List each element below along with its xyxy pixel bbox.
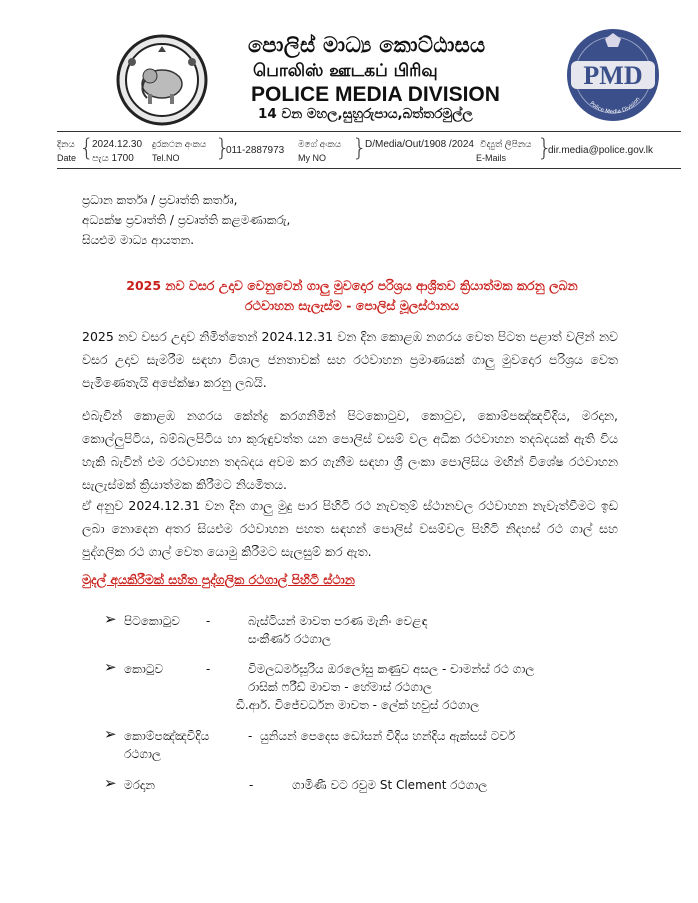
brace-3: } <box>352 134 368 162</box>
location-line: ගාමිණී වට රවුම St Clement රථගාල <box>292 778 488 792</box>
tel-value: 011-2887973 <box>226 145 285 156</box>
location-line: යුනියන් පෙදෙස ඩෝසන් වීදිය හන්දිය ඇක්සස් ටවර් <box>260 729 516 743</box>
email-label-en: E-Mails <box>476 153 507 163</box>
heading-line-2: රථවාහන සැලැස්ම - පොලිස් මූලස්ථානය <box>244 298 459 313</box>
addressee-line: අධ්‍යක්ෂ ප්‍රවෘත්ති / ප්‍රවෘත්ති කළමණාකරු, <box>82 213 291 227</box>
location-line: රථගාල <box>124 747 162 761</box>
tel-label-si: දුරකථන අංකය <box>152 139 207 149</box>
pmd-logo-ring-text: Police Media Division <box>588 96 642 116</box>
info-bar-top-rule <box>57 131 681 132</box>
tel-label-en: Tel.NO <box>152 153 180 163</box>
location-line: විමලධර්මසූරිය ඔරලෝසු කණුව අසල - චාමන්ස් රථ ගාල <box>248 662 535 676</box>
title-sinhala: පොලිස් මාධ්‍ය කොට්ඨාසය <box>248 33 486 57</box>
location-dash: - <box>206 662 211 676</box>
date-value: 2024.12.30 <box>92 139 143 150</box>
addressee-line: ප්‍රධාන කර්තෘ / ප්‍රවෘත්ති කර්තෘ, <box>82 193 238 207</box>
title-tamil: பொலிஸ் ஊடகப் பிரிவு <box>253 61 438 81</box>
brace-1: { <box>79 134 95 162</box>
email-value[interactable]: dir.media@police.gov.lk <box>548 145 654 156</box>
location-area: කොම්පඤ්ඤවීදිය <box>124 729 210 743</box>
location-dash: - <box>249 778 254 792</box>
location-details <box>248 612 427 648</box>
police-crest-logo <box>112 32 212 128</box>
addressee-block <box>82 190 290 250</box>
paragraph-3: ඒ අනුව 2024.12.31 වන දින ගාලු මුදු පාර පිහිටි රථ නැවතුම් ස්ථානවල රථවාහන නැවැත්වීමට ඉඩ ලබා නොදෙන අතර සියළුම රථවාහන පහත සඳහන් පොලිස් වසම්වල පිහිටි නිදහස් රථ ගාල් සහ පුද්ගලික රථ ගාල් වෙත යොමු කිරීමට සැලසුම් කර ඇත. <box>82 498 618 559</box>
location-details <box>104 727 618 763</box>
office-address: 14 වන මහල,සුහුරුපාය,බත්තරමුල්ල <box>258 106 473 122</box>
date-label-en: Date <box>57 153 77 163</box>
location-details <box>236 660 535 714</box>
myno-value: D/Media/Out/1908 /2024 <box>365 139 474 150</box>
email-label-si: විද්‍යුත් ලිපිනය <box>480 139 532 149</box>
location-area: මරදාන <box>124 778 155 792</box>
notice-heading <box>82 276 622 316</box>
arrow-bullet-icon: ➢ <box>104 725 117 743</box>
location-line: සංකීර්ණ රථගාල <box>248 632 332 646</box>
parking-subheading: මුදල් අයකිරීමක් සහිත පුද්ගලික රථගාල් පිහිටි ස්ථාන <box>82 572 355 587</box>
date-label-si: දිනය <box>57 139 75 149</box>
arrow-bullet-icon: ➢ <box>104 610 117 628</box>
paragraph-1: 2025 නව වසර උදාව නිමිත්තෙන් 2024.12.31 වන දින කොළඹ නගරය වෙත පිටත පළාත් වලින් නව වසර උදාව සැමරීම සඳහා විශාල ජනතාවක් සහ රථවාහන ප්‍රමාණයක් ගාලු මුවදොර පරිශ්‍රය වෙත පැමිණෙතැයි අපේක්ෂා කරනු ලබයි. <box>82 329 618 390</box>
info-bar-bottom-rule <box>57 168 681 169</box>
location-line: රාසික් ෆරීඩ් මාවත - හේමාස් රථගාල <box>248 680 433 694</box>
title-english: POLICE MEDIA DIVISION <box>251 83 500 106</box>
myno-label-si: මගේ අංකය <box>298 139 342 149</box>
location-area: කොටුව <box>124 662 164 676</box>
arrow-bullet-icon: ➢ <box>104 658 117 676</box>
myno-label-en: My NO <box>298 153 326 163</box>
pmd-logo-text: PMD <box>583 61 643 90</box>
pmd-logo <box>565 27 661 123</box>
location-line: බැස්ටියන් මාවත පරණ මැනිං වෙළඳ <box>248 614 428 628</box>
addressee-line: සියළුම මාධ්‍ය ආයතන. <box>82 233 195 247</box>
location-line: ඩී.ආර්. විජේවර්ධන මාවත - ලේක් හවුස් රථගාල <box>236 698 480 712</box>
arrow-bullet-icon: ➢ <box>104 774 117 792</box>
heading-line-1: 2025 නව වසර උදාව වෙනුවෙන් ගාලු මුවදොර පරිශ්‍රය ආශ්‍රිතව ක්‍රියාත්මක කරනු ලබන <box>126 278 578 293</box>
time-value: පැය 1700 <box>92 153 134 164</box>
paragraph-2: එබැවින් කොළඹ නගරය කේන්ද්‍ර කරගනිමින් පිටකොටුව, කොටුව, කොම්පඤ්ඤවීදිය, මරදාන, කොල්ලුපිටිය, බම්බලපිටිය හා කුරුඳුවත්ත යන පොලිස් වසම් වල අධික රථවාහන තදබදයක් ඇති විය හැකි බැවින් එම රථවාහන තදබදය අවම කර ගැනීම සඳහා ශ්‍රී ලංකා පොලිසිය මඟින් විශේෂ රථවාහන සැලැස්මක් ක්‍රියාත්මක කිරීමට නියමිතය. <box>82 408 618 492</box>
location-dash: - <box>248 729 253 743</box>
brace-2: } <box>215 134 231 162</box>
location-dash: - <box>206 614 211 628</box>
location-details <box>292 776 487 794</box>
location-area: පිටකොටුව <box>124 614 180 628</box>
brace-4: } <box>537 134 553 162</box>
